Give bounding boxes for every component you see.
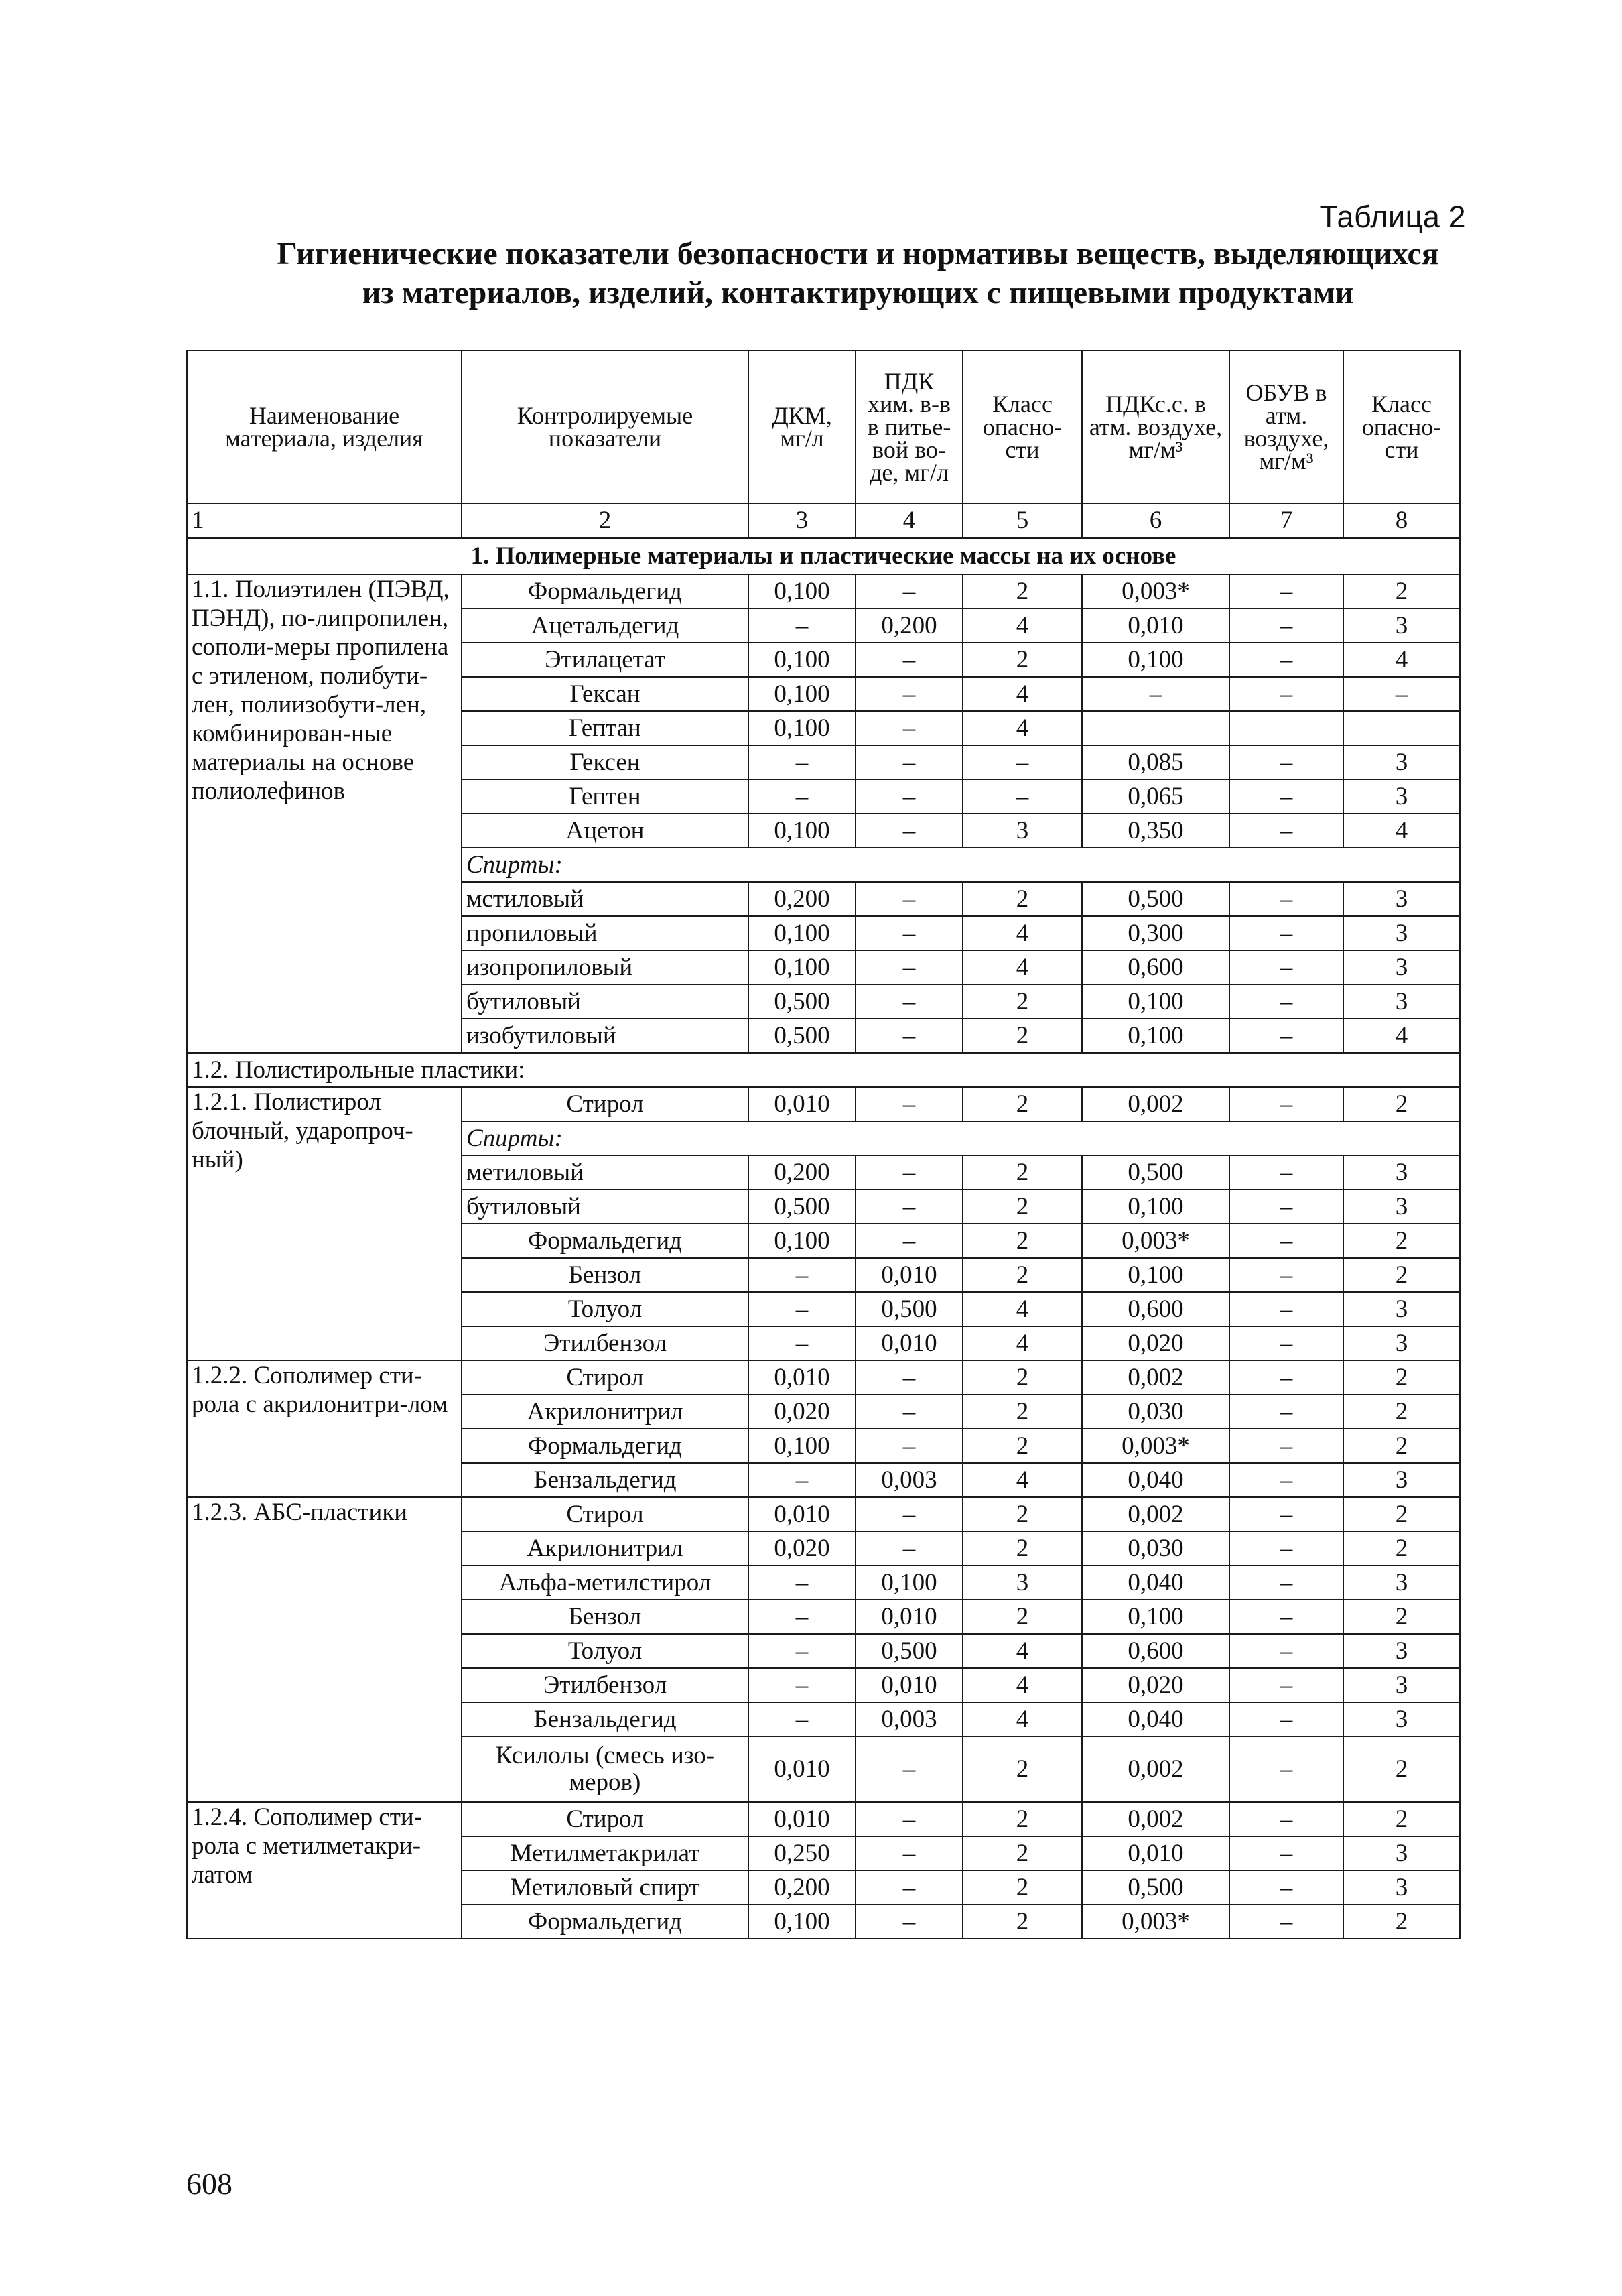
value-cell: 2 [963,1087,1082,1121]
value-cell: 3 [1343,1668,1460,1702]
indicator-cell: мстиловый [462,882,748,916]
value-cell: – [1229,609,1343,643]
value-cell: – [963,745,1082,779]
column-number: 1 [187,503,462,538]
indicator-cell: метиловый [462,1155,748,1190]
value-cell: 3 [1343,882,1460,916]
value-cell: – [856,814,963,848]
value-cell: – [856,1497,963,1531]
value-cell: 2 [1343,1258,1460,1292]
value-cell: 0,100 [1082,1190,1229,1224]
value-cell: – [1082,677,1229,711]
value-cell: 4 [963,916,1082,950]
value-cell: 0,030 [1082,1395,1229,1429]
indicator-cell: Бензол [462,1258,748,1292]
value-cell: – [1229,779,1343,814]
value-cell: – [856,574,963,609]
value-cell [1343,711,1460,745]
indicator-cell: изопропиловый [462,950,748,984]
indicator-cell: Формальдегид [462,1224,748,1258]
value-cell: – [1229,574,1343,609]
value-cell: – [1229,1566,1343,1600]
value-cell: – [748,1600,856,1634]
value-cell: 0,500 [1082,1155,1229,1190]
value-cell: 2 [963,1019,1082,1053]
indicator-cell: Этилбензол [462,1668,748,1702]
value-cell: 0,100 [1082,643,1229,677]
material-cell: 1.2.1. Полистирол блочный, ударопроч-ный) [187,1087,462,1360]
value-cell: 3 [1343,609,1460,643]
value-cell: – [1229,1905,1343,1939]
value-cell: – [1229,1190,1343,1224]
indicator-cell: Бензол [462,1600,748,1634]
indicator-cell: Альфа-метилстирол [462,1566,748,1600]
value-cell: 2 [1343,574,1460,609]
value-cell: – [748,1702,856,1736]
value-cell: 0,003* [1082,1224,1229,1258]
indicator-cell: Формальдегид [462,1429,748,1463]
value-cell: – [1229,1836,1343,1870]
value-cell: 3 [1343,984,1460,1019]
value-cell: – [1229,984,1343,1019]
value-cell: 3 [1343,1326,1460,1360]
indicator-cell: Ацетон [462,814,748,848]
indicator-cell: Этилацетат [462,643,748,677]
indicator-cell: Гексен [462,745,748,779]
value-cell: 0,010 [748,1360,856,1395]
value-cell: 0,003* [1082,574,1229,609]
value-cell: 2 [963,1224,1082,1258]
indicator-cell: Ацетальдегид [462,609,748,643]
value-cell: 3 [1343,1634,1460,1668]
indicator-cell: Стирол [462,1087,748,1121]
value-cell: – [856,984,963,1019]
value-cell: 2 [963,984,1082,1019]
value-cell: 3 [963,814,1082,848]
indicator-cell: Толуол [462,1292,748,1326]
value-cell: 0,100 [748,950,856,984]
value-cell: – [856,1429,963,1463]
header-cell: ДКМ, мг/л [748,350,856,503]
value-cell: 0,010 [748,1802,856,1836]
header-cell: Наименование материала, изделия [187,350,462,503]
value-cell: 0,010 [748,1497,856,1531]
value-cell: – [1229,745,1343,779]
page-number: 608 [186,2167,232,2201]
table-row [187,1360,1460,1395]
section-row [187,538,1460,574]
value-cell: 4 [1343,814,1460,848]
value-cell: – [856,1905,963,1939]
value-cell: 4 [963,1634,1082,1668]
value-cell: 0,002 [1082,1497,1229,1531]
column-number: 2 [462,503,748,538]
header-cell: Контролируемые показатели [462,350,748,503]
value-cell: 3 [1343,779,1460,814]
value-cell: – [856,1087,963,1121]
value-cell: – [1229,1019,1343,1053]
value-cell: 2 [1343,1497,1460,1531]
value-cell: – [748,1463,856,1497]
value-cell: 4 [963,1463,1082,1497]
value-cell: 3 [1343,1870,1460,1905]
value-cell: 3 [1343,1836,1460,1870]
value-cell: – [856,882,963,916]
value-cell: 4 [963,1292,1082,1326]
column-number: 8 [1343,503,1460,538]
value-cell: – [748,1668,856,1702]
header-cell: Класс опасно-сти [1343,350,1460,503]
indicator-cell: Акрилонитрил [462,1395,748,1429]
value-cell: 0,100 [1082,1258,1229,1292]
indicator-cell: Метиловый спирт [462,1870,748,1905]
value-cell: 3 [1343,916,1460,950]
value-cell: 0,500 [856,1292,963,1326]
value-cell: – [1229,1870,1343,1905]
indicator-cell: Формальдегид [462,1905,748,1939]
value-cell: – [856,916,963,950]
value-cell: 0,040 [1082,1463,1229,1497]
value-cell: – [1229,1292,1343,1326]
material-cell: 1.2.2. Сополимер сти-рола с акрилонитри-лом [187,1360,462,1497]
value-cell: 2 [963,882,1082,916]
value-cell: 0,100 [748,677,856,711]
value-cell: 0,100 [748,1429,856,1463]
value-cell: 0,100 [1082,1600,1229,1634]
column-number-row [187,503,1460,538]
value-cell: – [748,1566,856,1600]
value-cell: – [1229,1497,1343,1531]
value-cell: 0,010 [856,1668,963,1702]
indicator-cell: Толуол [462,1634,748,1668]
header-cell: ПДК хим. в-в в питье-вой во-де, мг/л [856,350,963,503]
value-cell: – [748,745,856,779]
value-cell: 3 [1343,1155,1460,1190]
indicator-cell: Гексан [462,677,748,711]
value-cell: – [1229,1224,1343,1258]
value-cell: 2 [963,1836,1082,1870]
value-cell: 4 [963,609,1082,643]
title-line-2: из материалов, изделий, контактирующих с пищевыми продуктами [362,275,1354,310]
value-cell: 0,500 [748,1019,856,1053]
header-cell: ОБУВ в атм. воздухе, мг/м³ [1229,350,1343,503]
value-cell: – [856,643,963,677]
value-cell: 0,002 [1082,1360,1229,1395]
value-cell: – [1229,916,1343,950]
value-cell: – [856,1360,963,1395]
value-cell: 0,100 [748,1224,856,1258]
value-cell: 0,010 [856,1258,963,1292]
value-cell: – [856,1531,963,1566]
value-cell: 0,002 [1082,1736,1229,1802]
value-cell: – [1229,1326,1343,1360]
column-number: 6 [1082,503,1229,538]
value-cell: 0,003* [1082,1905,1229,1939]
value-cell: 0,100 [748,814,856,848]
indicator-cell: Гептен [462,779,748,814]
value-cell: 4 [963,950,1082,984]
value-cell: 2 [1343,1429,1460,1463]
value-cell [1082,711,1229,745]
value-cell: – [856,711,963,745]
value-cell: 3 [1343,1463,1460,1497]
value-cell: 0,100 [748,1905,856,1939]
value-cell: – [748,609,856,643]
value-cell: 2 [963,643,1082,677]
value-cell: 0,500 [1082,882,1229,916]
table-row [187,1802,1460,1836]
indicator-cell: Акрилонитрил [462,1531,748,1566]
section-title: 1.2. Полистирольные пластики: [187,1053,1460,1087]
value-cell: 2 [963,1155,1082,1190]
indicator-cell: Гептан [462,711,748,745]
subgroup-label: Спирты: [462,1121,1460,1155]
value-cell: 0,200 [748,882,856,916]
value-cell: 2 [1343,1087,1460,1121]
value-cell: 2 [1343,1802,1460,1836]
header-cell: ПДКс.с. в атм. воздухе, мг/м³ [1082,350,1229,503]
value-cell: – [856,1736,963,1802]
value-cell: 3 [1343,1566,1460,1600]
value-cell: – [856,1870,963,1905]
value-cell: 2 [1343,1600,1460,1634]
value-cell: 0,003 [856,1702,963,1736]
indicator-cell: Метилметакрилат [462,1836,748,1870]
value-cell: 0,010 [1082,1836,1229,1870]
value-cell: 0,002 [1082,1087,1229,1121]
value-cell: 0,010 [856,1326,963,1360]
hygiene-table [186,350,1461,1939]
value-cell: 0,020 [748,1531,856,1566]
value-cell: – [1229,1360,1343,1395]
value-cell: 3 [1343,1190,1460,1224]
value-cell: – [856,779,963,814]
value-cell: 0,600 [1082,950,1229,984]
value-cell: 3 [1343,745,1460,779]
value-cell: 3 [1343,1702,1460,1736]
value-cell: – [1229,1736,1343,1802]
value-cell: 0,100 [1082,984,1229,1019]
value-cell: 0,100 [748,711,856,745]
value-cell: 0,030 [1082,1531,1229,1566]
value-cell: – [1229,1087,1343,1121]
column-number: 3 [748,503,856,538]
indicator-cell: изобутиловый [462,1019,748,1053]
value-cell: 2 [963,1870,1082,1905]
value-cell: 0,200 [748,1870,856,1905]
value-cell: – [1229,882,1343,916]
value-cell: – [1229,814,1343,848]
header-cell: Класс опасно-сти [963,350,1082,503]
value-cell: 0,600 [1082,1634,1229,1668]
indicator-cell: Бензальдегид [462,1463,748,1497]
value-cell: 2 [963,1497,1082,1531]
value-cell: – [856,677,963,711]
value-cell: – [856,1019,963,1053]
value-cell: 0,003* [1082,1429,1229,1463]
material-cell: 1.1. Полиэтилен (ПЭВД, ПЭНД), по-липропилен, сополи-меры пропилена с этиленом, полибути-лен, полиизобути-лен, комбинирован-ные материалы на основе полиолефинов [187,574,462,1053]
value-cell: 2 [963,1395,1082,1429]
page-title [0,235,1622,312]
value-cell: 4 [1343,1019,1460,1053]
value-cell: 0,010 [856,1600,963,1634]
value-cell: 2 [963,1360,1082,1395]
indicator-cell: пропиловый [462,916,748,950]
indicator-cell: Формальдегид [462,574,748,609]
value-cell: 2 [963,1190,1082,1224]
value-cell: – [856,1190,963,1224]
value-cell: – [1229,1702,1343,1736]
value-cell: 2 [963,1802,1082,1836]
value-cell: – [1229,1531,1343,1566]
value-cell: 0,100 [748,643,856,677]
value-cell: – [1229,1634,1343,1668]
indicator-cell: бутиловый [462,1190,748,1224]
value-cell: 0,500 [1082,1870,1229,1905]
value-cell: 0,250 [748,1836,856,1870]
value-cell: 0,040 [1082,1702,1229,1736]
value-cell: – [1229,643,1343,677]
value-cell: 2 [963,1531,1082,1566]
value-cell: 0,065 [1082,779,1229,814]
value-cell: 0,200 [856,609,963,643]
value-cell: – [856,950,963,984]
value-cell: 0,500 [748,1190,856,1224]
value-cell: – [1229,1155,1343,1190]
value-cell: – [1229,1668,1343,1702]
value-cell: – [856,1836,963,1870]
value-cell: 4 [963,1668,1082,1702]
value-cell: 4 [963,1702,1082,1736]
value-cell: 0,600 [1082,1292,1229,1326]
value-cell: 0,020 [748,1395,856,1429]
value-cell: 0,500 [748,984,856,1019]
value-cell: 2 [1343,1905,1460,1939]
header-row [187,350,1460,503]
value-cell: 2 [963,1600,1082,1634]
indicator-cell: Стирол [462,1802,748,1836]
indicator-cell: Ксилолы (смесь изо-меров) [462,1736,748,1802]
indicator-cell: Бензальдегид [462,1702,748,1736]
value-cell: 0,100 [748,916,856,950]
value-cell: 3 [1343,950,1460,984]
value-cell: 2 [963,1736,1082,1802]
value-cell: 0,010 [748,1736,856,1802]
value-cell: – [856,1802,963,1836]
value-cell: 2 [963,1429,1082,1463]
value-cell: – [856,1155,963,1190]
value-cell: 2 [963,1258,1082,1292]
value-cell: 2 [1343,1736,1460,1802]
value-cell: 2 [1343,1224,1460,1258]
value-cell: 2 [1343,1360,1460,1395]
value-cell: 0,100 [1082,1019,1229,1053]
column-number: 7 [1229,503,1343,538]
table-row [187,1087,1460,1121]
indicator-cell: Стирол [462,1360,748,1395]
value-cell: – [1229,1802,1343,1836]
value-cell: 0,040 [1082,1566,1229,1600]
value-cell: 0,020 [1082,1668,1229,1702]
value-cell: 2 [1343,1531,1460,1566]
material-cell: 1.2.3. АБС-пластики [187,1497,462,1802]
value-cell: – [963,779,1082,814]
subgroup-label: Спирты: [462,848,1460,882]
value-cell: 0,300 [1082,916,1229,950]
value-cell: 0,002 [1082,1802,1229,1836]
value-cell: 0,100 [856,1566,963,1600]
value-cell: – [748,1634,856,1668]
value-cell: – [1229,1463,1343,1497]
value-cell: 0,020 [1082,1326,1229,1360]
value-cell: 0,010 [748,1087,856,1121]
value-cell: – [856,1224,963,1258]
value-cell: – [1229,677,1343,711]
indicator-cell: бутиловый [462,984,748,1019]
value-cell: 0,350 [1082,814,1229,848]
indicator-cell: Этилбензол [462,1326,748,1360]
value-cell: – [1229,1600,1343,1634]
value-cell [1229,711,1343,745]
value-cell: 0,003 [856,1463,963,1497]
value-cell: 4 [1343,643,1460,677]
value-cell: 0,085 [1082,745,1229,779]
value-cell: 2 [1343,1395,1460,1429]
value-cell: – [856,745,963,779]
table-row [187,1497,1460,1531]
value-cell: 3 [963,1566,1082,1600]
title-line-1: Гигиенические показатели безопасности и нормативы веществ, выделяющихся [277,236,1439,271]
value-cell: 4 [963,677,1082,711]
column-number: 5 [963,503,1082,538]
value-cell: 3 [1343,1292,1460,1326]
value-cell: – [1229,1429,1343,1463]
column-number: 4 [856,503,963,538]
indicator-cell: Стирол [462,1497,748,1531]
value-cell: 0,100 [748,574,856,609]
section-title: 1. Полимерные материалы и пластические массы на их основе [187,538,1460,574]
value-cell: 4 [963,711,1082,745]
table-row [187,574,1460,609]
value-cell: – [748,1292,856,1326]
value-cell: – [748,779,856,814]
value-cell: 0,200 [748,1155,856,1190]
value-cell: 4 [963,1326,1082,1360]
value-cell: 0,500 [856,1634,963,1668]
value-cell: – [1229,1395,1343,1429]
value-cell: – [748,1326,856,1360]
value-cell: – [1229,950,1343,984]
value-cell: 0,010 [1082,609,1229,643]
table-caption: Таблица 2 [1319,200,1466,234]
value-cell: – [748,1258,856,1292]
value-cell: 2 [963,574,1082,609]
value-cell: – [1229,1258,1343,1292]
table-row [187,1053,1460,1087]
value-cell: – [856,1395,963,1429]
value-cell: 2 [963,1905,1082,1939]
material-cell: 1.2.4. Сополимер сти-рола с метилметакри-латом [187,1802,462,1939]
value-cell: – [1343,677,1460,711]
